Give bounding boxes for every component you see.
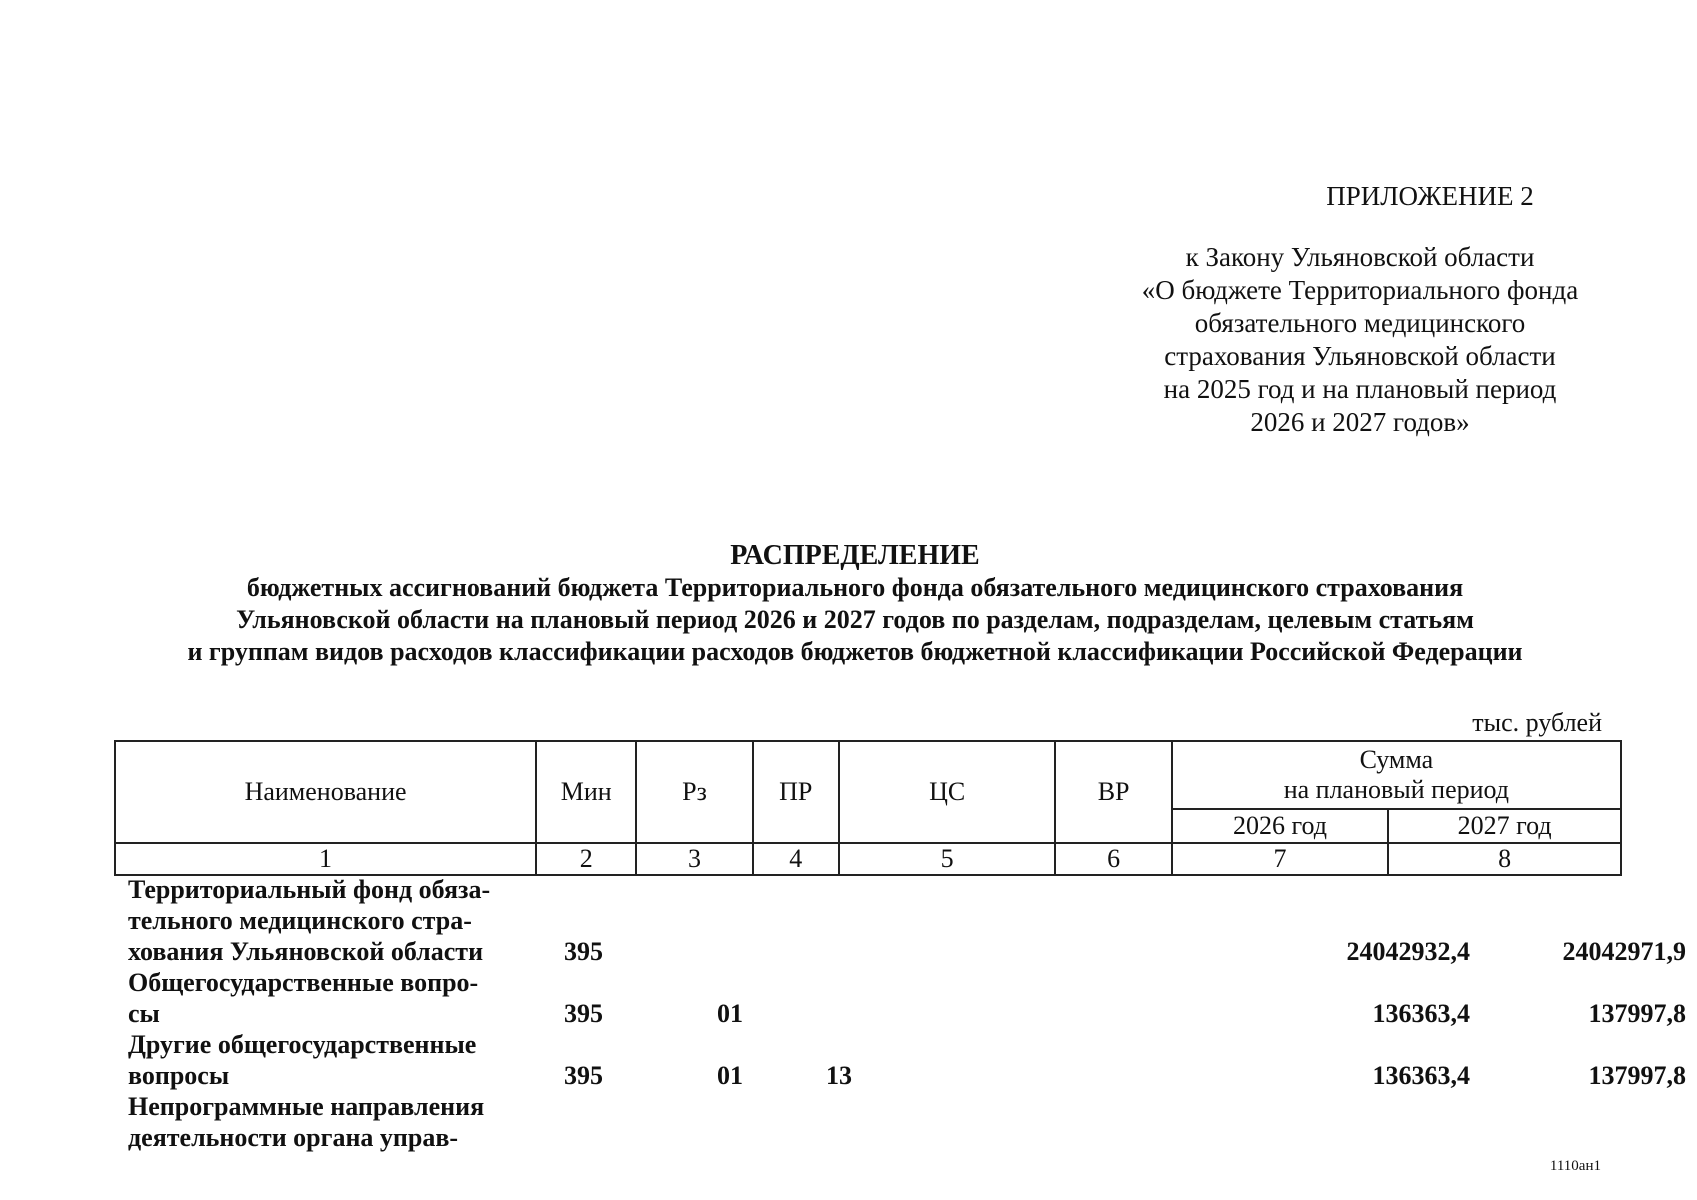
row-name [114, 874, 538, 967]
header-year-2026: 2026 год [1172, 809, 1389, 843]
footer-code: 1110ан1 [1549, 1158, 1601, 1174]
appendix-block [1120, 180, 1600, 439]
appendix-line: «О бюджете Территориального фонда [1141, 275, 1579, 305]
units-label: тыс. рублей [1472, 708, 1602, 737]
row-sum-2026: 136363,4 [1372, 1061, 1470, 1090]
table-row [114, 874, 1686, 967]
col-number: 3 [636, 843, 752, 875]
col-number: 8 [1388, 843, 1621, 875]
title-line: бюджетных ассигнований бюджета Территориального фонда обязательного медицинского страхования [246, 573, 1464, 602]
appendix-line: к Закону Ульяновской области [1185, 242, 1535, 272]
row-rz: 01 [717, 999, 743, 1028]
row-name [114, 1091, 538, 1153]
title-line: Ульяновской области на плановый период 2026 и 2027 годов по разделам, подразделам, целевым статьям [236, 605, 1474, 634]
header-vr: ВР [1055, 741, 1171, 843]
title-heading: РАСПРЕДЕЛЕНИЕ [730, 540, 980, 571]
row-name-line: Территориальный фонд обяза- [128, 875, 491, 904]
table-row [114, 1029, 1686, 1091]
row-min: 395 [564, 999, 603, 1028]
header-cs: ЦС [839, 741, 1056, 843]
title-line: и группам видов расходов классификации расходов бюджетов бюджетной классификации Российской Федерации [187, 637, 1523, 666]
col-number: 5 [839, 843, 1056, 875]
appendix-number: ПРИЛОЖЕНИЕ 2 [1326, 181, 1534, 211]
header-sum-line2: на плановый период [1283, 775, 1510, 804]
table-row [114, 967, 1686, 1029]
row-name-line: Общегосударственные вопро- [128, 968, 479, 997]
row-sum-2027: 137997,8 [1588, 999, 1686, 1028]
header-min: Мин [536, 741, 636, 843]
row-name [114, 967, 538, 1029]
row-name-line: деятельности органа управ- [128, 1123, 459, 1152]
appendix-line: 2026 и 2027 годов» [1250, 407, 1470, 437]
row-rz: 01 [717, 1061, 743, 1090]
row-pr: 13 [826, 1061, 852, 1090]
row-name-line: хования Ульяновской области [128, 937, 484, 966]
col-number: 4 [753, 843, 839, 875]
header-sum [1172, 741, 1621, 809]
row-sum-2026: 136363,4 [1372, 999, 1470, 1028]
header-sum-line1: Сумма [1359, 745, 1434, 774]
col-number: 6 [1055, 843, 1171, 875]
document-title [90, 540, 1620, 668]
row-sum-2026: 24042932,4 [1346, 937, 1470, 966]
appendix-line: на 2025 год и на плановый период [1163, 374, 1557, 404]
row-name [114, 1029, 538, 1091]
table-body [114, 874, 1686, 1153]
col-number: 7 [1172, 843, 1389, 875]
col-number: 1 [115, 843, 536, 875]
row-name-line: тельного медицинского стра- [128, 906, 472, 935]
row-sum-2027: 137997,8 [1588, 1061, 1686, 1090]
row-name-line: сы [128, 999, 160, 1028]
row-min: 395 [564, 1061, 603, 1090]
row-sum-2027: 24042971,9 [1562, 937, 1686, 966]
col-number: 2 [536, 843, 636, 875]
header-pr: ПР [753, 741, 839, 843]
table-header [114, 740, 1622, 876]
header-year-2027: 2027 год [1388, 809, 1621, 843]
header-rz: Рз [636, 741, 752, 843]
row-name-line: Другие общегосударственные [128, 1030, 477, 1059]
appendix-line: обязательного медицинского [1194, 308, 1526, 338]
header-name: Наименование [115, 741, 536, 843]
table-row [114, 1091, 1622, 1153]
row-min: 395 [564, 937, 603, 966]
row-name-line: вопросы [128, 1061, 230, 1090]
row-name-line: Непрограммные направления [128, 1092, 485, 1121]
appendix-line: страхования Ульяновской области [1164, 341, 1556, 371]
